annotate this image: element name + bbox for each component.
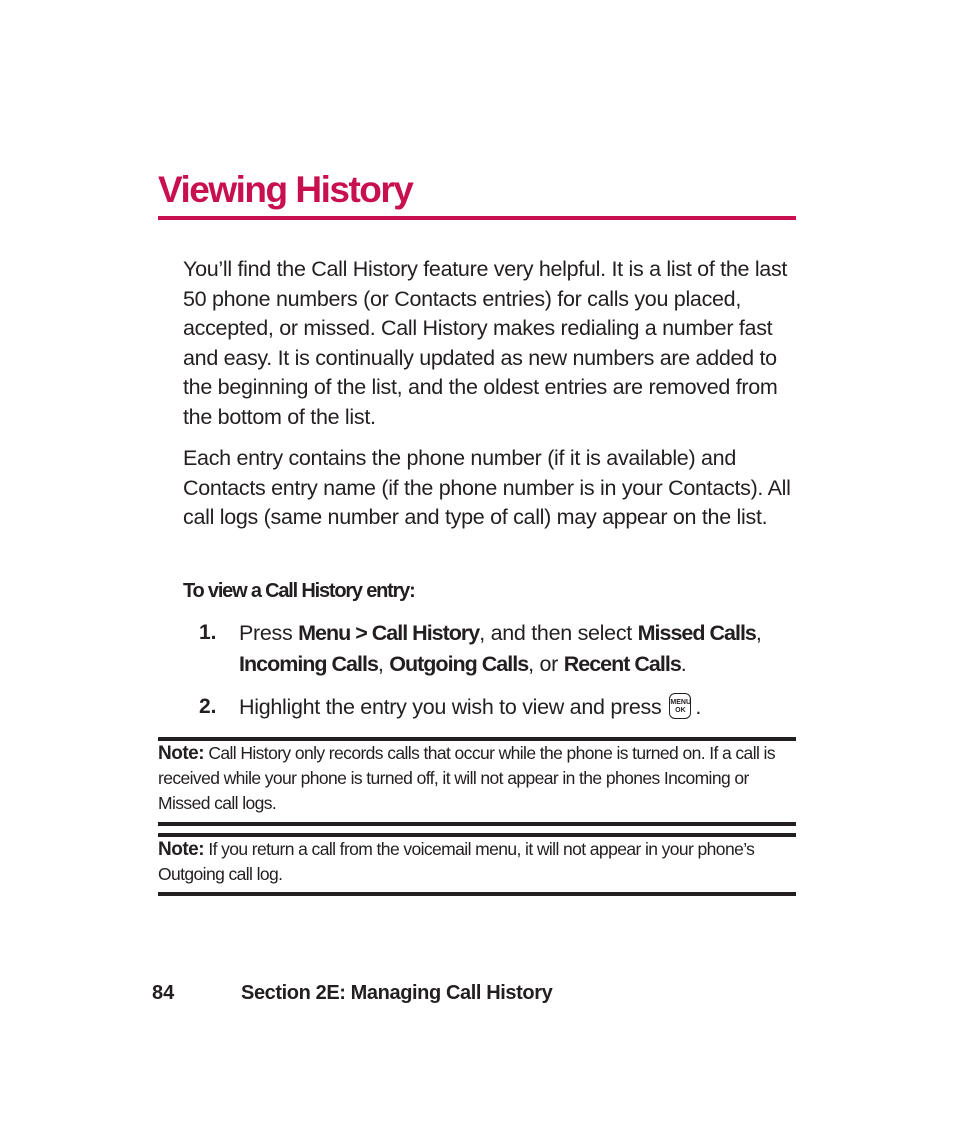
option-incoming-calls: Incoming Calls [239, 652, 378, 676]
step-number: 1. [199, 621, 217, 644]
entry-paragraph: Each entry contains the phone number (if it is available) and Contacts entry name (if the phone number is in your Contacts). All call logs (same number and type of call) may appear on the list. [183, 446, 791, 529]
page-number: 84 [152, 982, 175, 1004]
note-divider [158, 822, 796, 826]
title-underline [158, 216, 796, 220]
section-title: Section 2E: Managing Call History [241, 982, 553, 1004]
note-divider [158, 892, 796, 896]
step-1-text: Press Menu > Call History, and then select Missed Calls, Incoming Calls, Outgoing Calls, or Recent Calls. [239, 621, 762, 676]
procedure-heading: To view a Call History entry: [183, 580, 415, 602]
step-number: 2. [199, 695, 217, 718]
step-2-text: Highlight the entry you wish to view and press MENU OK . [239, 695, 702, 719]
note-call-history: Note: Call History only records calls that occur while the phone is turned on. If a call is received while your phone is turned off, it will not appear in the phones Incoming or Missed call logs. [158, 743, 775, 813]
intro-paragraph: You’ll find the Call History feature very helpful. It is a list of the last 50 phone numbers (or Contacts entries) for calls you placed, accepted, or missed. Call History makes redialing a number fast and easy. It is continually updated as new numbers are added to the beginning of the list, and the oldest entries are removed from the bottom of the list. [183, 257, 788, 429]
menu-ok-key-icon: MENU OK [669, 693, 691, 719]
option-recent-calls: Recent Calls [563, 652, 681, 676]
note-label: Note: [158, 839, 205, 860]
menu-path: Menu > Call History [298, 621, 480, 645]
page-title: Viewing History [158, 169, 413, 210]
note-voicemail: Note: If you return a call from the voicemail menu, it will not appear in your phone’s Outgoing call log. [158, 839, 755, 884]
option-missed-calls: Missed Calls [637, 621, 756, 645]
note-label: Note: [158, 743, 205, 764]
option-outgoing-calls: Outgoing Calls [389, 652, 529, 676]
